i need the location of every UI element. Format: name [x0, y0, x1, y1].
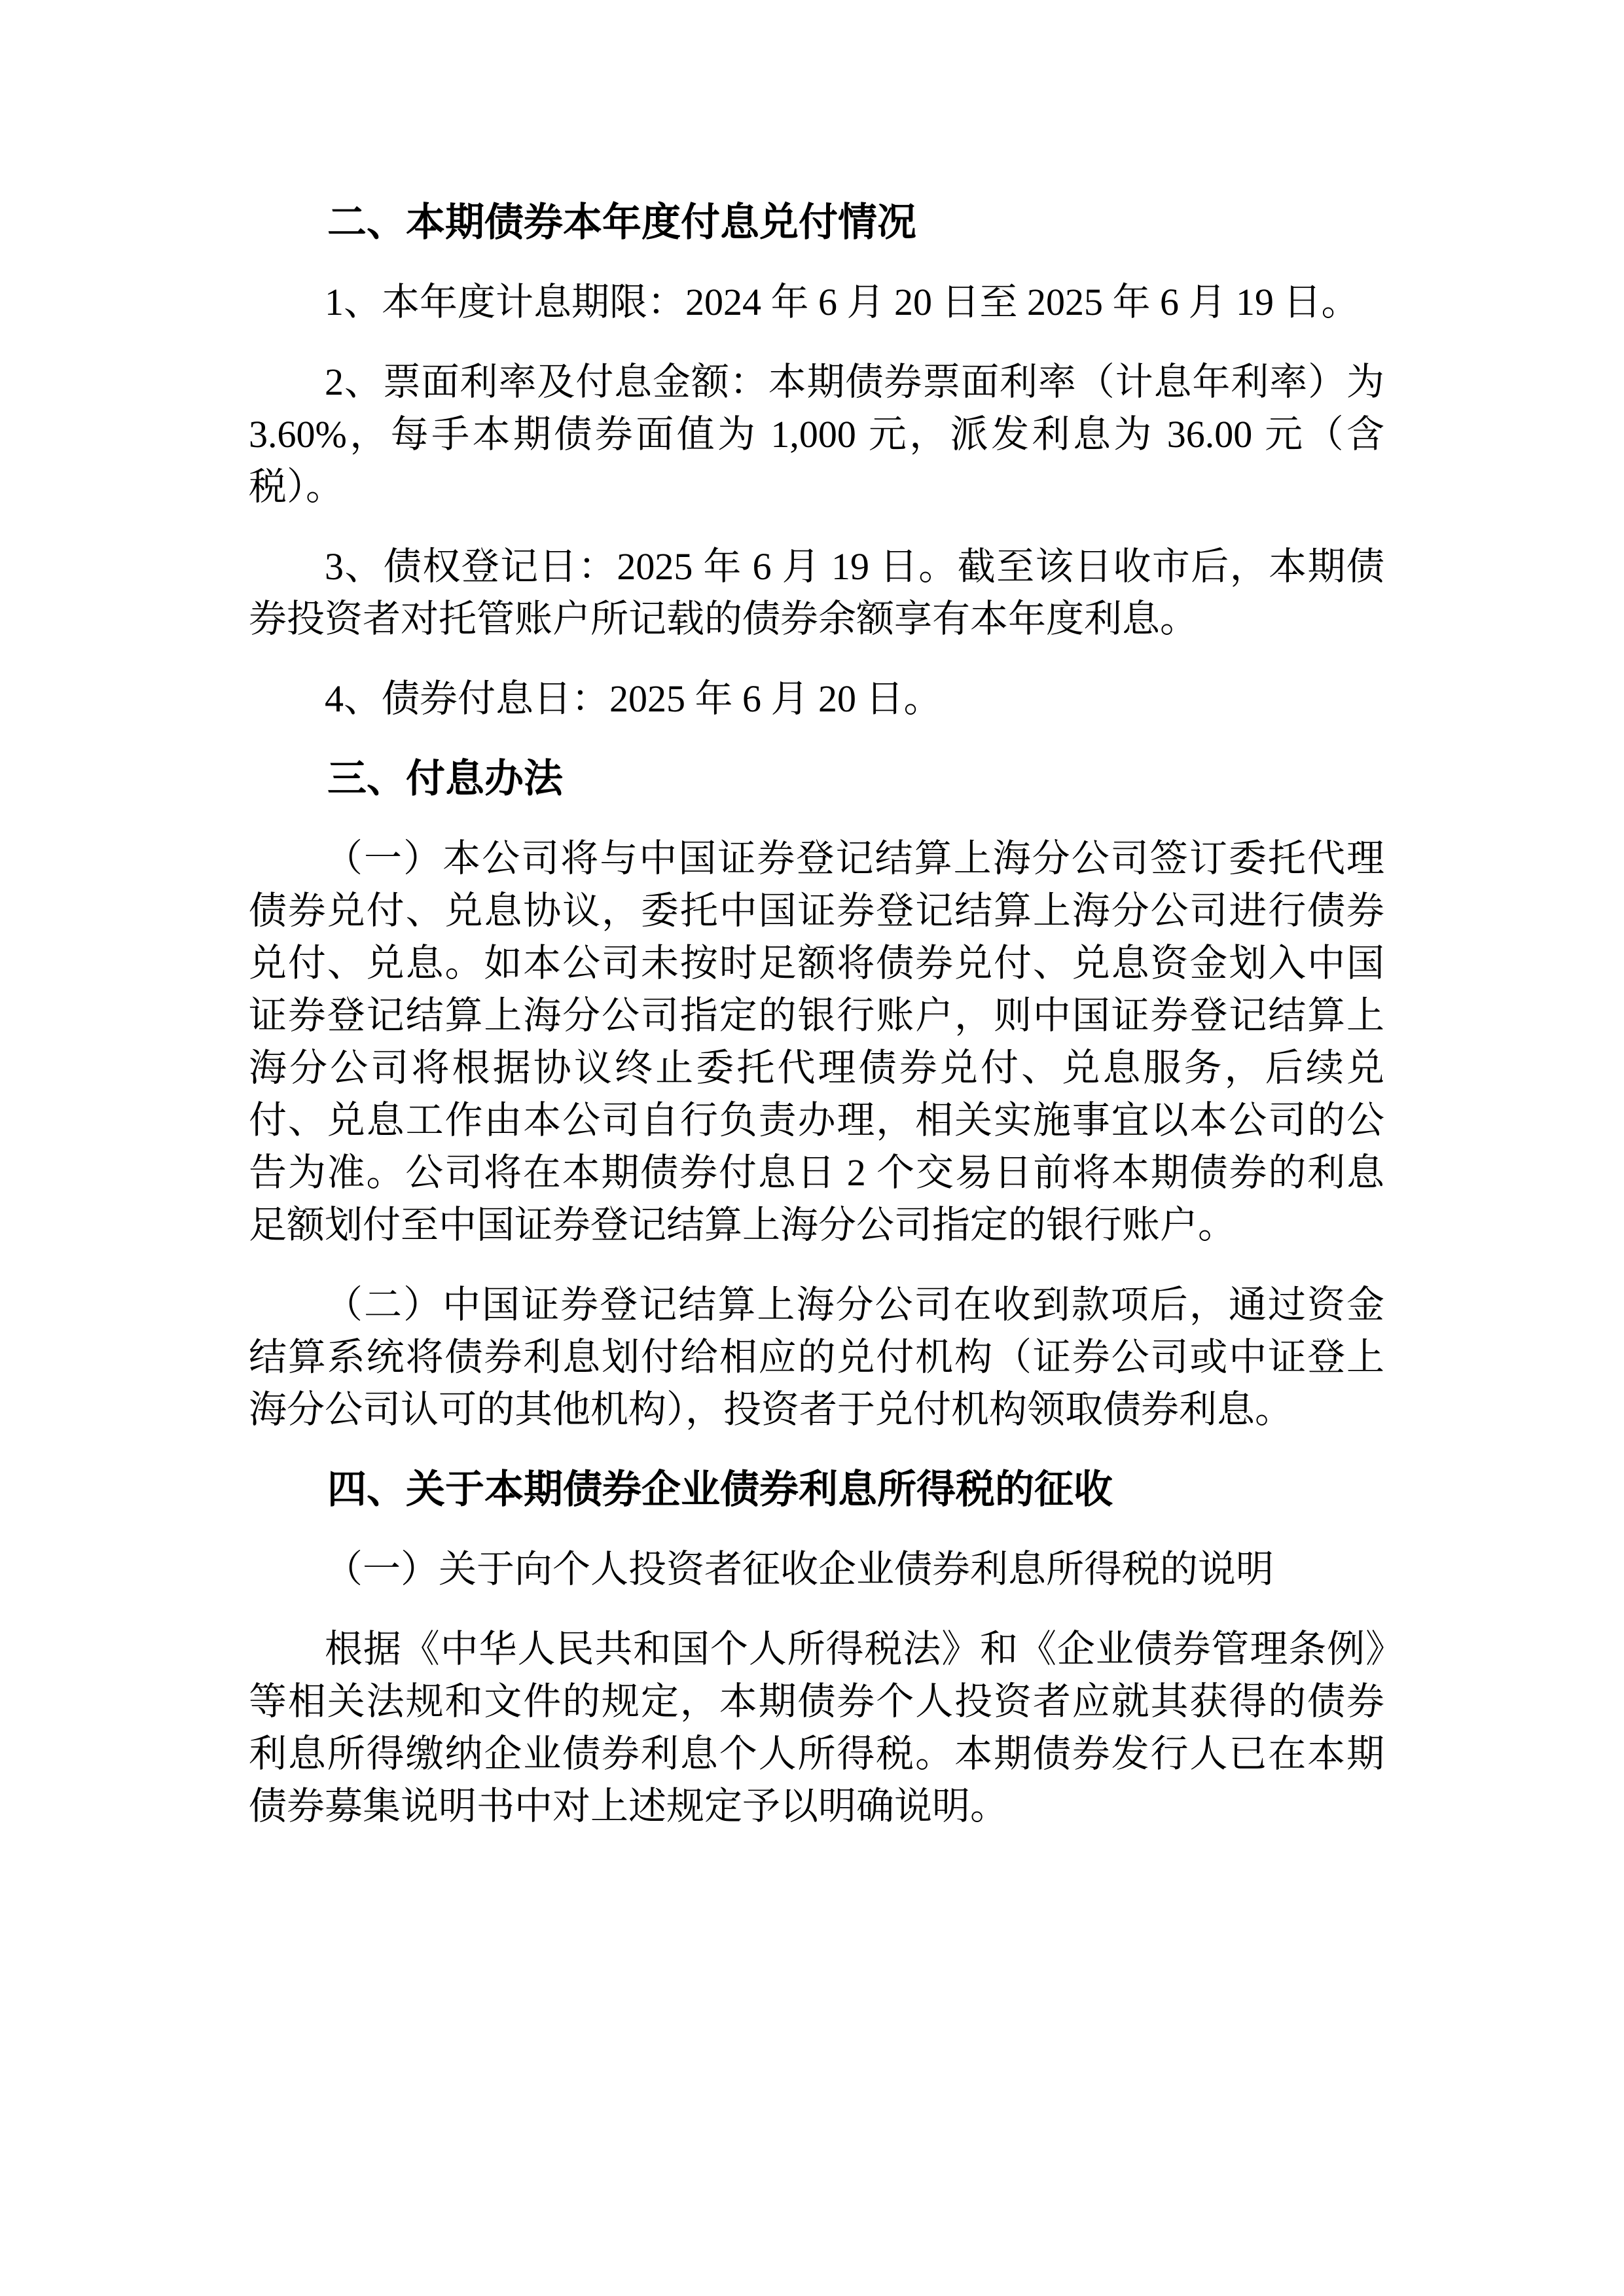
- paragraph-record-date: 3、债权登记日：2025 年 6 月 19 日。截至该日收市后，本期债券投资者对托管账户所记载的债券余额享有本年度利息。: [249, 545, 1384, 640]
- document-body: [249, 196, 1384, 1833]
- section-heading-payment-method: 三、付息办法: [327, 757, 563, 800]
- paragraph-interest-accrual-period: 1、本年度计息期限：2024 年 6 月 20 日至 2025 年 6 月 19 日。: [325, 281, 1360, 323]
- paragraph-individual-investor-tax-note: （一）关于向个人投资者征收企业债券利息所得税的说明: [325, 1548, 1274, 1590]
- paragraph-tax-regulation-basis: 根据《中华人民共和国个人所得税法》和《企业债券管理条例》等相关法规和文件的规定，本期债券个人投资者应就其获得的债券利息所得缴纳企业债券利息个人所得税。本期债券发行人已在本期债券募集说明书中对上述规定予以明确说明。: [249, 1628, 1384, 1827]
- paragraph-coupon-rate-and-amount: 2、票面利率及付息金额：本期债券票面利率（计息年利率）为 3.60%，每手本期债券面值为 1,000 元，派发利息为 36.00 元（含税）。: [249, 361, 1384, 508]
- paragraph-interest-payment-date: 4、债券付息日：2025 年 6 月 20 日。: [325, 677, 942, 720]
- paragraph-payment-method-item-2: （二）中国证券登记结算上海分公司在收到款项后，通过资金结算系统将债券利息划付给相应的兑付机构（证券公司或中证登上海分公司认可的其他机构），投资者于兑付机构领取债券利息。: [249, 1283, 1384, 1431]
- section-heading-annual-interest-payment-status: 二、本期债券本年度付息兑付情况: [327, 200, 916, 244]
- section-heading-interest-income-tax: 四、关于本期债券企业债券利息所得税的征收: [327, 1467, 1113, 1511]
- paragraph-payment-method-item-1: （一）本公司将与中国证券登记结算上海分公司签订委托代理债券兑付、兑息协议，委托中国证券登记结算上海分公司进行债券兑付、兑息。如本公司未按时足额将债券兑付、兑息资金划入中国证券登记结算上海分公司指定的银行账户，则中国证券登记结算上海分公司将根据协议终止委托代理债券兑付、兑息服务，后续兑付、兑息工作由本公司自行负责办理，相关实施事宜以本公司的公告为准。公司将在本期债券付息日 2 个交易日前将本期债券的利息足额划付至中国证券登记结算上海分公司指定的银行账户。: [249, 837, 1384, 1246]
